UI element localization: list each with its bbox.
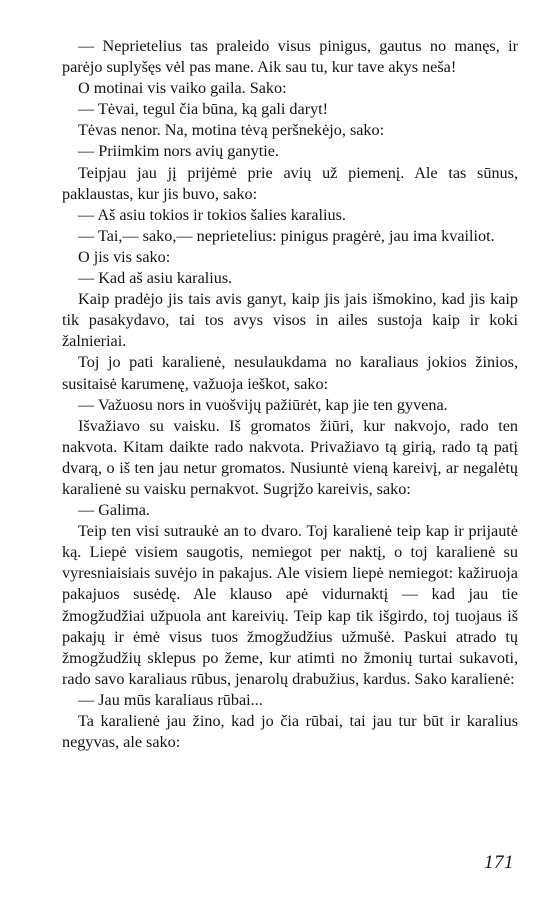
paragraph: — Galima. <box>78 501 150 520</box>
paragraph: Teip ten visi sutraukė an to dvaro. Toj karalienė teip kap ir prijautė ką. Liepė visiem saugotis, nemiegot per naktį, o toj karalienė su vyresniaisiais suvėjo in pakajus. Ale visiem liepė nemiegot: kažiruoja pakajuos susėdę. Ale klauso apė vidurnaktį — kad jau tie žmogžudžiai užpuola ant kareivių. Teip kap tik išgirdo, toj tuojaus iš pakajų ir ėmė visus tuos žmogžudžius užmušė. Paskui atrado tų žmogžudžių sklepus po žeme, kur atimti no žmonių turtai sukavoti, rado savo karaliaus rūbus, jenarolų drabužius, kardus. Sako karalienė: <box>62 522 518 688</box>
paragraph: Teipjau jau jį prijėmė prie avių už piemenį. Ale tas sūnus, paklaustas, kur jis buvo, sako: <box>62 163 518 203</box>
paragraph: Toj jo pati karalienė, nesulaukdama no karaliaus jokios žinios, susitaisė karumenę, važuoja ieškot, sako: <box>62 353 518 393</box>
paragraph: Išvažiavo su vaisku. Iš gromatos žiūri, kur nakvojo, rado ten nakvota. Kitam daikte rado nakvota. Privažiavo tą girią, rado tą patį dvarą, o iš ten jau netur gromatos. Nusiuntė vieną kareivį, ar negalėtų karalienė su vaisku pernakvot. Sugrįžo kareivis, sako: <box>62 416 518 498</box>
paragraph: O motinai vis vaiko gaila. Sako: <box>78 79 287 98</box>
paragraph: — Tai,— sako,— neprietelius: pinigus pragėrė, jau ima kvailiot. <box>78 226 495 245</box>
paragraph: — Priimkim nors avių ganytie. <box>78 142 279 161</box>
paragraph: — Kad aš asiu karalius. <box>78 269 233 288</box>
paragraph: — Neprietelius tas praleido visus pinigus, gautus no manęs, ir parėjo suplyšęs vėl pas mane. Aik sau tu, kur tave akys neša! <box>62 37 518 77</box>
paragraph: — Važuosu nors in vuošvijų pažiūrėt, kap jie ten gyvena. <box>78 395 448 414</box>
paragraph: O jis vis sako: <box>78 247 171 266</box>
paragraph: — Tėvai, tegul čia būna, ką gali daryt! <box>78 100 329 119</box>
page-number: 171 <box>484 852 514 873</box>
body-text <box>62 36 518 753</box>
paragraph: Tėvas nenor. Na, motina tėvą peršnekėjo, sako: <box>78 121 385 140</box>
paragraph: — Aš asiu tokios ir tokios šalies karalius. <box>78 205 346 224</box>
paragraph: Kaip pradėjo jis tais avis ganyt, kaip jis jais išmokino, kad jis kaip tik pasakydavo, tai tos avys visos in ailes sustoja kaip ir koki žalnieriai. <box>62 290 518 351</box>
paragraph: — Jau mūs karaliaus rūbai... <box>78 690 263 709</box>
paragraph: Ta karalienė jau žino, kad jo čia rūbai, tai jau tur būt ir karalius negyvas, ale sako: <box>62 712 518 752</box>
